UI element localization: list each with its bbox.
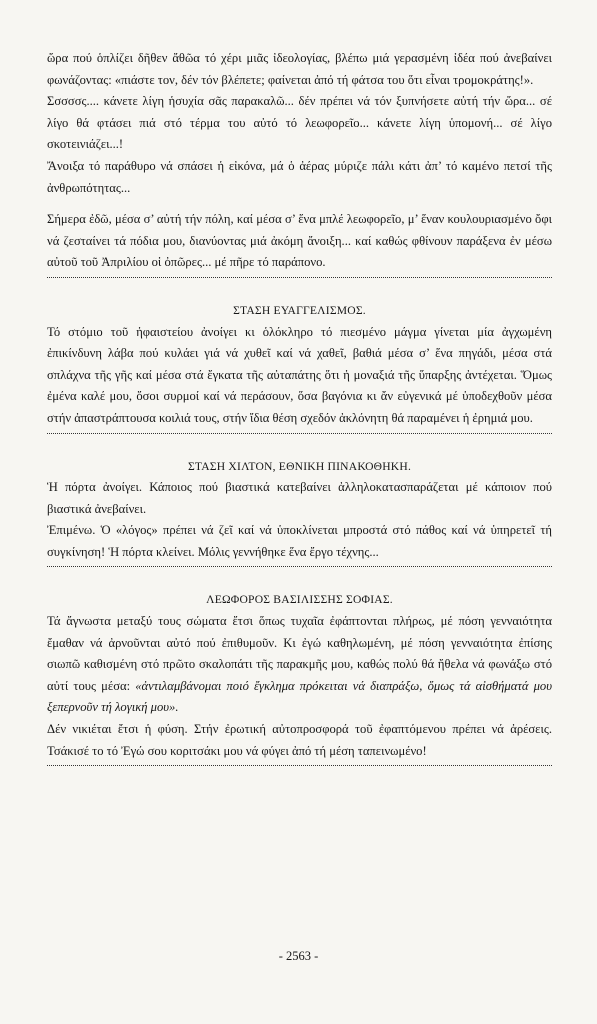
italic-quote: «ἀντιλαμβάνομαι ποιό ἔγκλημα πρόκειται νά διαπράξω, ὅμως τά αἰσθήματά μου ξεπερνοῦν τή λογική μου». xyxy=(47,678,552,715)
dotted-divider xyxy=(47,277,552,278)
dotted-divider xyxy=(47,433,552,434)
dotted-divider xyxy=(47,765,552,766)
paragraph xyxy=(47,611,552,719)
section-heading: ΛΕΩΦΟΡΟΣ ΒΑΣΙΛΙΣΣΗΣ ΣΟΦΙΑΣ. xyxy=(206,593,393,607)
page-body xyxy=(47,48,552,788)
section-heading: ΣΤΑΣΗ ΧΙΛΤΟΝ, ΕΘΝΙΚΗ ΠΙΝΑΚΟΘΗΚΗ. xyxy=(187,459,412,473)
paragraph-text: Τά ἄγνωστα μεταξύ τους σώματα ἔτσι ὅπως τυχαῖα ἐφάπτονται πλήρως, μέ πόση γενναιότητα ἔμαθαν νά ἀρνοῦνται αὐτό πού ἐπιθυμοῦν. Κι ἐγώ καθηλωμένη, μέ πόση γενναιότητα ἐπίσης σιωπῶ καθισμένη στό πρῶτο σκαλοπάτι τῆς παρακμῆς μου, καθώς πολύ θά ἤθελα νά φωνάξω στό αὐτί τους μέσα: xyxy=(47,614,552,693)
paragraph: Ἄνοιξα τό παράθυρο νά σπάσει ἡ εἰκόνα, μά ὁ ἀέρας μύριζε πάλι κάτι ἀπ’ τό καμένο πετσί τῆς ἀνθρωπότητας... xyxy=(47,158,552,195)
page-number: - 2563 - xyxy=(278,949,319,963)
paragraph: Τό στόμιο τοῦ ἡφαιστείου ἀνοίγει κι ὁλόκληρο τό πιεσμένο μάγμα γίνεται μία ἀγχωμένη ἐπικίνδυνη λάβα πού κυλάει γιά νά χυθεῖ καί νά χαθεῖ, βαθιά μέσα σ’ ἕνα πηγάδι, μέσα στά σπλάχνα τῆς γῆς καί μέσα στά ἔγκατα τῆς αὐταπάτης ὅτι ἡ μοναξιά τῆς ὕπαρξης ἀντέχεται. Ὅμως ἐμένα καλέ μου, ὅσοι συρμοί καί νά περάσουν, ὅσα βαγόνια κι ἄν εὐγενικά μέ ὑποδεχθοῦν μέσα στήν ἀπαστράπτουσα κοιλιά τους, στήν ἴδια θέση σχεδόν ἀκλόνητη θά παραμένει ἡ ἐρημιά μου. xyxy=(47,324,552,425)
section-heading: ΣΤΑΣΗ ΕΥΑΓΓΕΛΙΣΜΟΣ. xyxy=(233,303,366,317)
paragraph: Σσσσσς.... κάνετε λίγη ἡσυχία σᾶς παρακαλῶ... δέν πρέπει νά τόν ξυπνήσετε αὐτή τήν ὥρα... σέ λίγο θά φτάσει πιά στό τέρμα του αὐτό τό λεωφορεῖο... κάνετε λίγη ὑπομονή... σέ λίγο σκοτεινιάζει...! xyxy=(47,94,552,152)
dotted-divider xyxy=(47,566,552,567)
paragraph: Σήμερα ἐδῶ, μέσα σ’ αὐτή τήν πόλη, καί μέσα σ’ ἕνα μπλέ λεωφορεῖο, μ’ ἕναν κουλουριασμένο ὄφι νά ζεσταίνει τά πόδια μου, διανύοντας μιά ἀκόμη ἄνοιξη... καί καθώς φθίνουν παράξενα ἐν μέσω αὐτοῦ τοῦ Ἀπριλίου οἱ ὀπῶρες... μέ πῆρε τό παράπονο. xyxy=(47,212,552,270)
paragraph: ὥρα πού ὁπλίζει δῆθεν ἄθῶα τό χέρι μιᾶς ἰδεολογίας, βλέπω μιά γερασμένη ἰδέα πού ἀνεβαίνει φωνάζοντας: «πιάστε τον, δέν τόν βλέπετε; φαίνεται ἀπό τή φάτσα του ὅτι εἶναι τρομοκράτης!». xyxy=(47,51,552,87)
paragraph: Ἐπιμένω. Ὁ «λόγος» πρέπει νά ζεῖ καί νά ὑποκλίνεται μπροστά στό πάθος καί νά ὑπηρετεῖ τή συγκίνηση! Ἡ πόρτα κλείνει. Μόλις γεννήθηκε ἕνα ἔργο τέχνης... xyxy=(47,523,552,559)
paragraph: Δέν νικιέται ἔτσι ἡ φύση. Στήν ἐρωτική αὐτοπροσφορά τοῦ ἐφαπτόμενου πρέπει νά ἀρέσεις. Τσάκισέ το τό Ἐγώ σου κοριτσάκι μου νά φύγει ἀπό τή μέση ταπεινωμένο! xyxy=(47,722,552,758)
paragraph: Ἡ πόρτα ἀνοίγει. Κάποιος πού βιαστικά κατεβαίνει ἀλληλοκατασπαράζεται μέ κάποιον πού βιαστικά ἀνεβαίνει. xyxy=(47,480,552,516)
